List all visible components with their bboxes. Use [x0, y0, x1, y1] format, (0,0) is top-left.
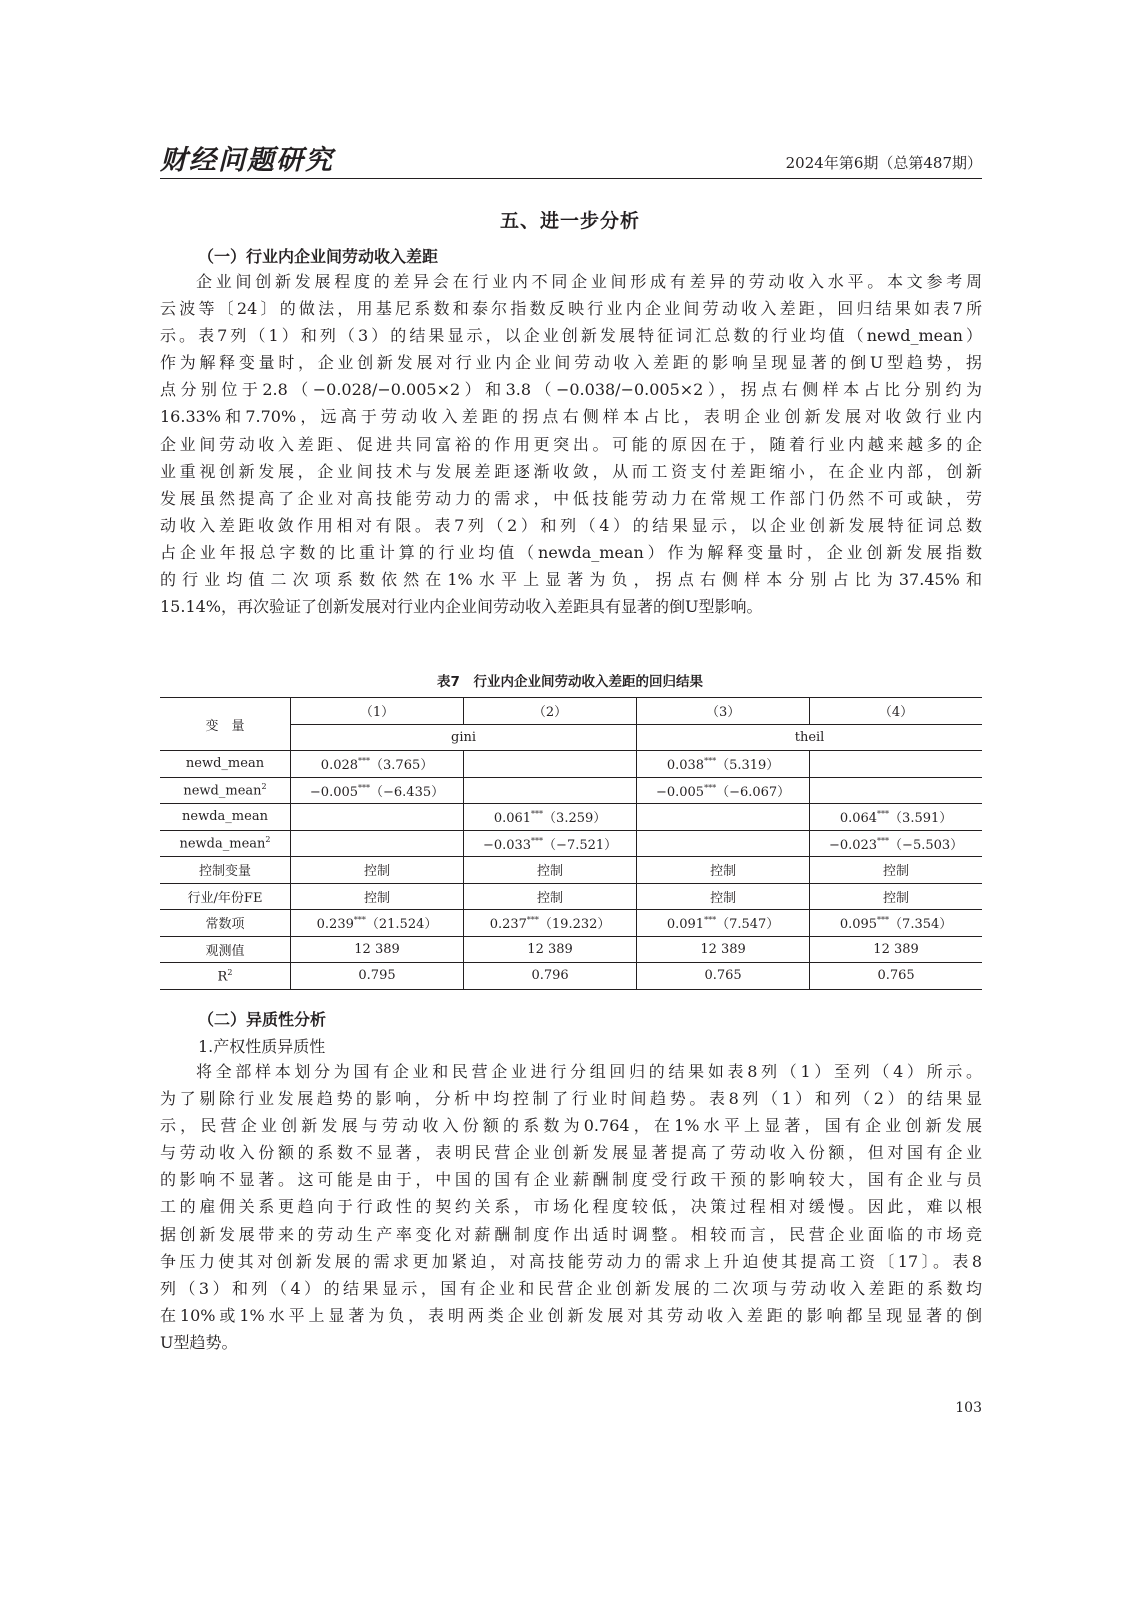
text-line: 与劳动收入份额的系数不显著，表明民营企业创新发展显著提高了劳动收入份额，但对国有企业: [160, 1143, 982, 1163]
text-line: 争压力使其对创新发展的需求更加紧迫，对高技能劳动力的需求上升迫使其提高工资〔17〕。表8: [160, 1251, 982, 1271]
column-number: （2）: [464, 698, 637, 725]
text-line: 动收入差距收敛作用相对有限。表7列（2）和列（4）的结果显示，以企业创新发展特征词总数: [160, 515, 982, 535]
significance-stars: ***: [704, 915, 717, 925]
text-line: 云波等〔24〕的做法，用基尼系数和泰尔指数反映行业内企业间劳动收入差距，回归结果如表7所: [160, 299, 982, 319]
t-statistic: （21.524）: [365, 917, 438, 933]
table-row: [160, 883, 982, 910]
text-line: 示，民营企业创新发展与劳动收入份额的系数为0.764，在1%水平上显著，国有企业创新发展: [160, 1116, 982, 1136]
row-label-text: 控制变量: [198, 864, 251, 880]
table-cell: [464, 857, 637, 884]
table-cell: [637, 751, 810, 778]
table-cell: [291, 804, 464, 831]
row-label-text: 行业/年份FE: [187, 890, 263, 906]
text-line: 企业间创新发展程度的差异会在行业内不同企业间形成有差异的劳动收入水平。本文参考周: [196, 272, 982, 291]
row-label-text: 常数项: [205, 917, 245, 933]
table-caption: 表7 行业内企业间劳动收入差距的回归结果: [437, 674, 703, 690]
t-statistic: （−6.067）: [716, 784, 791, 800]
text-line: 业重视创新发展，企业间技术与发展差距逐渐收敛，从而工资支付差距缩小，在企业内部，创新: [160, 461, 982, 481]
table-row: [160, 777, 982, 804]
table-cell: [291, 963, 464, 990]
text-line: 16.33%和7.70%，远高于劳动收入差距的拐点右侧样本占比，表明企业创新发展对收敛行业内: [160, 407, 982, 427]
page-number: 103: [955, 1400, 982, 1416]
significance-stars: ***: [704, 783, 717, 793]
row-label-superscript: 2: [265, 835, 271, 845]
table-cell: [637, 804, 810, 831]
column-number: （3）: [637, 698, 810, 725]
group-label-gini: gini: [291, 724, 637, 751]
t-statistic: （−6.435）: [370, 784, 445, 800]
table-cell: [810, 910, 982, 937]
table-cell: [810, 883, 982, 910]
cell-value: 控制: [537, 864, 564, 880]
significance-stars: ***: [531, 836, 544, 846]
row-label: [160, 830, 291, 857]
text-line: U型趋势。: [160, 1332, 238, 1352]
text-line: 的行业均值二次项系数依然在1%水平上显著为负，拐点右侧样本分别占比为37.45%和: [160, 570, 982, 590]
text-line: 的影响不显著。这可能是由于，中国的国有企业薪酬制度受行政干预的影响较大，国有企业与员: [160, 1170, 982, 1190]
subsection-heading-2: （二）异质性分析: [198, 1010, 327, 1029]
cell-value: 12 389: [354, 941, 400, 957]
t-statistic: （7.547）: [716, 917, 780, 933]
cell-value: −0.023: [828, 837, 878, 853]
t-statistic: （3.591）: [889, 811, 953, 827]
subsection-heading-1: （一）行业内企业间劳动收入差距: [198, 247, 439, 266]
cell-value: 0.028: [320, 758, 359, 774]
table-cell: [291, 857, 464, 884]
table-cell: [637, 777, 810, 804]
table-cell: [291, 883, 464, 910]
t-statistic: （19.232）: [538, 917, 611, 933]
cell-value: 0.765: [877, 968, 915, 984]
table-row: [160, 830, 982, 857]
table-cell: [291, 751, 464, 778]
text-line: 为了剔除行业发展趋势的影响，分析中均控制了行业时间趋势。表8列（1）和列（2）的结果显: [160, 1089, 982, 1109]
cell-value: 0.765: [704, 968, 742, 984]
row-label-text: newda_mean: [179, 836, 266, 852]
t-statistic: （3.259）: [543, 811, 607, 827]
table-header-row: [160, 698, 982, 725]
table-cell: [637, 963, 810, 990]
table-cell: [637, 910, 810, 937]
text-line: 列（3）和列（4）的结果显示，国有企业和民营企业创新发展的二次项与劳动收入差距的系数均: [160, 1278, 982, 1298]
table-cell: [291, 910, 464, 937]
row-label: [160, 751, 291, 778]
paragraph-1: [160, 268, 982, 620]
significance-stars: ***: [704, 756, 717, 766]
table-cell: [637, 883, 810, 910]
text-line: 在10%或1%水平上显著为负，表明两类企业创新发展对其劳动收入差距的影响都呈现显著的倒: [160, 1305, 982, 1325]
table-row: [160, 751, 982, 778]
table-cell: [810, 777, 982, 804]
text-line: 占企业年报总字数的比重计算的行业均值（newda_mean）作为解释变量时，企业创新发展指数: [160, 542, 982, 562]
table-row: [160, 936, 982, 963]
text-line: 作为解释变量时，企业创新发展对行业内企业间劳动收入差距的影响呈现显著的倒U型趋势，拐: [160, 353, 982, 373]
cell-value: 0.237: [489, 917, 527, 933]
section-title: 五、进一步分析: [499, 210, 640, 232]
cell-value: 控制: [537, 890, 564, 906]
cell-value: 控制: [364, 864, 391, 880]
table-cell: [464, 777, 637, 804]
significance-stars: ***: [531, 809, 544, 819]
significance-stars: ***: [358, 783, 371, 793]
text-line: 15.14%，再次验证了创新发展对行业内企业间劳动收入差距具有显著的倒U型影响。: [160, 597, 763, 617]
table-cell: [291, 936, 464, 963]
cell-value: 0.796: [531, 968, 569, 984]
table-cell: [464, 883, 637, 910]
table-row: [160, 910, 982, 937]
table-cell: [637, 830, 810, 857]
table-cell: [810, 936, 982, 963]
cell-value: 控制: [710, 864, 737, 880]
row-label-superscript: 2: [261, 782, 267, 792]
paragraph-2: [160, 1058, 982, 1356]
table-cell: [464, 751, 637, 778]
row-label-text: newd_mean: [185, 756, 265, 772]
cell-value: 0.064: [839, 811, 878, 827]
table-cell: [464, 910, 637, 937]
table-cell: [810, 857, 982, 884]
table-cell: [810, 963, 982, 990]
journal-logo: 财经问题研究: [160, 145, 334, 176]
regression-table: [160, 697, 982, 990]
row-label: [160, 936, 291, 963]
table-cell: [810, 830, 982, 857]
text-line: 工的雇佣关系更趋向于行政性的契约关系，市场化程度较低，决策过程相对缓慢。因此，难以根: [160, 1197, 982, 1217]
t-statistic: （5.319）: [716, 758, 780, 774]
cell-value: 控制: [883, 890, 910, 906]
column-number: （1）: [291, 698, 464, 725]
cell-value: 0.239: [316, 917, 354, 933]
significance-stars: ***: [877, 836, 890, 846]
row-label: [160, 804, 291, 831]
cell-value: 12 389: [700, 941, 746, 957]
table-cell: [291, 830, 464, 857]
row-label-superscript: 2: [227, 967, 233, 977]
significance-stars: ***: [353, 915, 366, 925]
significance-stars: ***: [877, 809, 890, 819]
row-label-text: newda_mean: [182, 809, 268, 825]
table-cell: [464, 804, 637, 831]
table-cell: [464, 963, 637, 990]
cell-value: 0.795: [358, 968, 396, 984]
text-line: 发展虽然提高了企业对高技能劳动力的需求，中低技能劳动力在常规工作部门仍然不可或缺，劳: [160, 488, 982, 508]
page-header: [160, 134, 982, 179]
t-statistic: （3.765）: [370, 758, 434, 774]
text-line: 据创新发展带来的劳动生产率变化对薪酬制度作出适时调整。相较而言，民营企业面临的市场竞: [160, 1224, 982, 1244]
text-line: 点分别位于2.8（−0.028/−0.005×2）和3.8（−0.038/−0.005×2），拐点右侧样本占比分别约为: [160, 380, 982, 400]
cell-value: −0.005: [655, 784, 705, 800]
cell-value: −0.033: [482, 837, 532, 853]
significance-stars: ***: [358, 756, 371, 766]
table-row: [160, 963, 982, 990]
table-cell: [810, 804, 982, 831]
cell-value: 控制: [364, 890, 391, 906]
cell-value: 12 389: [873, 941, 919, 957]
significance-stars: ***: [526, 915, 539, 925]
text-line: 示。表7列（1）和列（3）的结果显示，以企业创新发展特征词汇总数的行业均值（newd_mean）: [160, 326, 982, 346]
row-label: [160, 963, 291, 990]
table-cell: [810, 751, 982, 778]
cell-value: 控制: [710, 890, 737, 906]
subsubsection-heading: 1.产权性质异质性: [198, 1037, 326, 1056]
table-row: [160, 804, 982, 831]
issue-info: 2024年第6期（总第487期）: [785, 154, 982, 172]
table-cell: [464, 936, 637, 963]
row-label-text: R: [217, 968, 228, 984]
cell-value: 12 389: [527, 941, 573, 957]
column-number: （4）: [810, 698, 982, 725]
table-row: [160, 857, 982, 884]
row-label: [160, 910, 291, 937]
table-cell: [637, 857, 810, 884]
text-line: 将全部样本划分为国有企业和民营企业进行分组回归的结果如表8列（1）至列（4）所示。: [196, 1062, 982, 1081]
row-label: [160, 777, 291, 804]
row-label: [160, 883, 291, 910]
cell-value: 0.095: [839, 917, 878, 933]
cell-value: 控制: [883, 864, 910, 880]
row-label-text: newd_mean: [183, 783, 262, 799]
row-label: [160, 857, 291, 884]
table-cell: [637, 936, 810, 963]
t-statistic: （7.354）: [889, 917, 953, 933]
cell-value: 0.038: [666, 758, 705, 774]
t-statistic: （−5.503）: [889, 837, 964, 853]
t-statistic: （−7.521）: [543, 837, 618, 853]
text-line: 企业间劳动收入差距、促进共同富裕的作用更突出。可能的原因在于，随着行业内越来越多的企: [160, 434, 982, 454]
group-label-theil: theil: [637, 724, 982, 751]
table-cell: [291, 777, 464, 804]
significance-stars: ***: [877, 915, 890, 925]
row-label-text: 观测值: [205, 943, 245, 959]
cell-value: 0.061: [493, 811, 532, 827]
cell-value: −0.005: [309, 784, 359, 800]
cell-value: 0.091: [666, 917, 705, 933]
table-cell: [464, 830, 637, 857]
variable-header: 变 量: [160, 698, 291, 751]
